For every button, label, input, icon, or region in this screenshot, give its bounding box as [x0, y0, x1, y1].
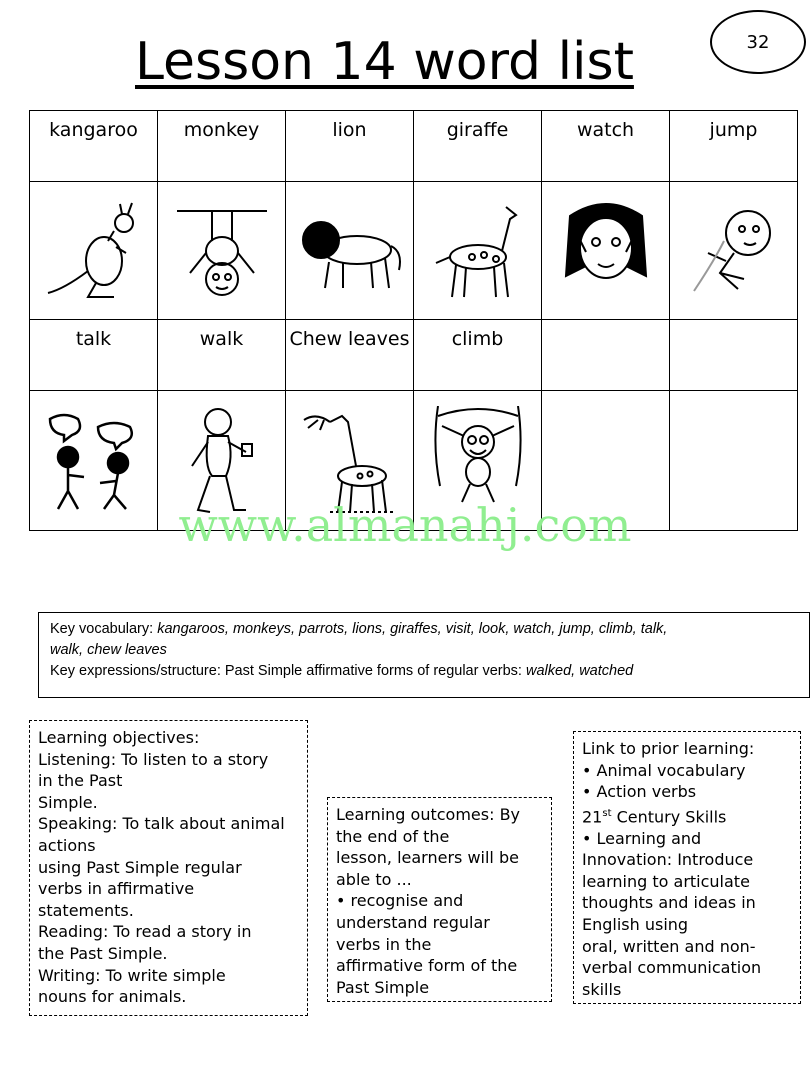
prior-learning-line: • Learning and — [582, 828, 702, 848]
word-cell: giraffe — [414, 111, 542, 182]
prior-learning-line: Link to prior learning: — [582, 739, 755, 758]
objectives-line: Listening: To listen to a story — [38, 749, 269, 769]
word-cell: jump — [670, 111, 798, 182]
outcomes-line: Learning outcomes: By — [336, 805, 521, 824]
giraffe-picture — [428, 201, 528, 301]
outcomes-line: able to ... — [336, 869, 412, 889]
objectives-line: nouns for animals. — [38, 987, 187, 1007]
outcomes-line: verbs in the — [336, 934, 432, 954]
picture-cell — [542, 182, 670, 320]
page-number: 32 — [746, 31, 770, 53]
objectives-line: Learning objectives: — [38, 728, 200, 747]
outcomes-line: lesson, learners will be — [336, 848, 519, 868]
prior-learning-line: skills — [582, 979, 622, 999]
key-vocabulary-line — [50, 640, 798, 661]
word-cell: Chew leaves — [286, 320, 414, 391]
word-cell: walk — [158, 320, 286, 391]
key-expressions-value: walked, watched — [526, 663, 634, 679]
prior-learning-line: thoughts and ideas in — [582, 893, 756, 913]
picture-cell — [286, 182, 414, 320]
word-cell: kangaroo — [30, 111, 158, 182]
century-number: 21 — [582, 807, 603, 827]
word-cell: lion — [286, 111, 414, 182]
word-cell: monkey — [158, 111, 286, 182]
prior-learning-line: learning to articulate — [582, 871, 750, 891]
prior-learning-line: Innovation: Introduce — [582, 850, 754, 870]
word-cell: climb — [414, 320, 542, 391]
word-cell — [670, 320, 798, 391]
objectives-line: statements. — [38, 900, 134, 920]
lion-picture — [295, 206, 405, 296]
outcomes-line: affirmative form of the — [336, 956, 518, 976]
learning-outcomes-box — [327, 797, 552, 1002]
table-row — [30, 320, 798, 391]
outcomes-line: • recognise and — [336, 891, 464, 911]
outcomes-line: understand regular — [336, 912, 490, 932]
key-vocabulary-label: Key vocabulary: — [50, 621, 158, 637]
table-row — [30, 182, 798, 320]
prior-learning-line: • Action verbs — [582, 782, 697, 802]
objectives-line: verbs in affirmative — [38, 879, 195, 899]
key-vocabulary-box — [38, 612, 810, 698]
prior-learning-line: • Animal vocabulary — [582, 760, 746, 780]
objectives-line: using Past Simple regular — [38, 857, 242, 877]
picture-cell — [670, 182, 798, 320]
kangaroo-picture — [44, 201, 144, 301]
watermark: www.almanahj.com — [178, 498, 632, 552]
monkey-picture — [172, 201, 272, 301]
learning-objectives-box — [29, 720, 308, 1016]
century-skills-line — [582, 803, 792, 828]
objectives-line: Writing: To write simple — [38, 965, 226, 985]
picture-cell — [414, 182, 542, 320]
prior-learning-line: English using — [582, 915, 689, 935]
key-expressions-label: Key expressions/structure: Past Simple affirmative forms of regular verbs: — [50, 663, 526, 679]
objectives-line: Reading: To read a story in — [38, 922, 252, 942]
talk-picture — [44, 411, 144, 511]
word-list-table — [29, 110, 798, 531]
prior-learning-line: verbal communication — [582, 958, 762, 978]
picture-cell — [158, 182, 286, 320]
key-vocabulary-words: walk, chew leaves — [50, 642, 167, 658]
objectives-line: Simple. — [38, 792, 98, 812]
prior-learning-box — [573, 731, 801, 1004]
objectives-line: the Past Simple. — [38, 943, 168, 963]
objectives-line: in the Past — [38, 771, 123, 791]
table-row — [30, 111, 798, 182]
page-number-badge — [710, 10, 806, 74]
key-expressions-line — [50, 661, 798, 682]
page-title: Lesson 14 word list — [135, 32, 634, 92]
century-text: Century Skills — [611, 807, 727, 827]
word-cell: talk — [30, 320, 158, 391]
prior-learning-line: oral, written and non- — [582, 936, 756, 956]
century-suffix: st — [602, 807, 612, 819]
picture-cell — [30, 182, 158, 320]
watch-picture — [556, 196, 656, 306]
outcomes-line: Past Simple — [336, 977, 430, 997]
key-vocabulary-words: kangaroos, monkeys, parrots, lions, giraffes, visit, look, watch, jump, climb, talk, — [157, 621, 668, 637]
objectives-line: Speaking: To talk about animal — [38, 814, 285, 834]
key-vocabulary-line — [50, 619, 798, 640]
outcomes-line: the end of the — [336, 826, 450, 846]
word-cell: watch — [542, 111, 670, 182]
word-cell — [542, 320, 670, 391]
jump-picture — [684, 201, 784, 301]
objectives-line: actions — [38, 835, 96, 855]
